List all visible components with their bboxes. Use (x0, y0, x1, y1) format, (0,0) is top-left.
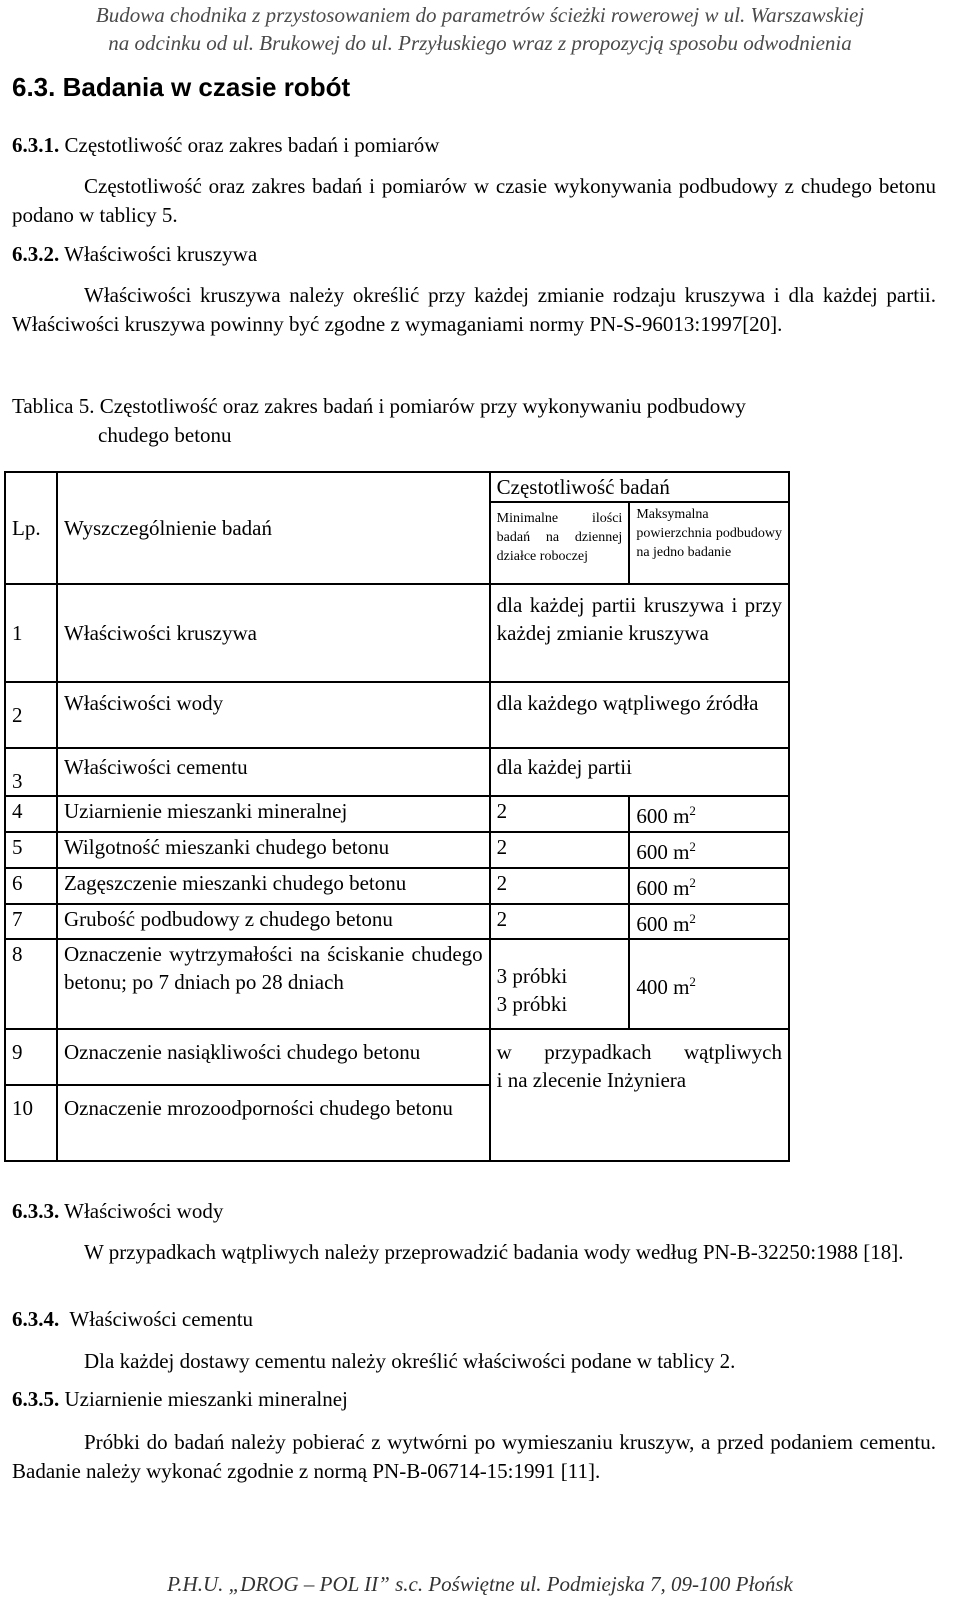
row-lp: 4 (5, 796, 57, 832)
paragraph-635: Próbki do badań należy pobierać z wytwórni po wymieszaniu kruszyw, a przed podaniem cementu. Badanie należy wykonać zgodnie z normą PN-B-06714-15:1991 [11]. (12, 1430, 936, 1483)
area-exponent: 2 (689, 875, 696, 890)
table-caption-line2: chudego betonu (98, 423, 232, 447)
row-lp: 6 (5, 868, 57, 904)
area-exponent: 2 (689, 911, 696, 926)
row-lp: 8 (5, 939, 57, 1029)
header-frequency: Częstotliwość badań (490, 472, 789, 502)
table-row (5, 832, 789, 868)
running-header-line1: Budowa chodnika z przystosowaniem do parametrów ścieżki rowerowej w ul. Warszawskiej (95, 3, 865, 27)
area-value: 600 m (636, 876, 690, 900)
paragraph-632: Właściwości kruszywa należy określić przy każdej zmianie rodzaju kruszywa i dla każdej partii. Właściwości kruszywa powinny być zgodne z wymaganiami normy PN-S-96013:1997[20]. (12, 283, 936, 336)
area-exponent: 2 (689, 973, 696, 989)
row-lp: 9 (5, 1029, 57, 1085)
row-description: Zagęszczenie mieszanki chudego betonu (57, 868, 490, 904)
area-exponent: 2 (689, 803, 696, 818)
table-row (5, 939, 789, 1029)
row-lp: 5 (5, 832, 57, 868)
row-lp: 2 (5, 682, 57, 748)
min-tests-7d: 3 próbki (496, 964, 568, 988)
header-min-tests: Minimalne ilości badań na dziennej działce roboczej (490, 502, 630, 584)
row-description: Właściwości kruszywa (57, 584, 490, 682)
frequency-line2: i na zlecenie Inżyniera (496, 1068, 687, 1092)
row-description: Oznaczenie wytrzymałości na ściskanie chudego betonu; po 7 dniach po 28 dniach (57, 939, 490, 1029)
header-max-area: Maksymalna powierzchnia podbudowy na jedno badanie (629, 502, 789, 584)
row-max-area (629, 868, 789, 904)
table-row (5, 584, 789, 682)
running-header-line2: na odcinku od ul. Brukowej do ul. Przyłuskiego wraz z propozycją sposobu odwodnienia (108, 31, 852, 55)
subsection-number: 6.3.3. (12, 1199, 60, 1223)
subsection-heading-632 (12, 242, 257, 267)
row-frequency: dla każdej partii kruszywa i przy każdej zmianie kruszywa (490, 584, 789, 682)
row-description: Wilgotność mieszanki chudego betonu (57, 832, 490, 868)
subsection-heading-633 (12, 1199, 223, 1224)
paragraph-634: Dla każdej dostawy cementu należy określić właściwości podane w tablicy 2. (84, 1349, 736, 1373)
page-footer: P.H.U. „DROG – POL II” s.c. Poświętne ul. Podmiejska 7, 09-100 Płońsk (167, 1572, 793, 1596)
table-caption-line1: Tablica 5. Częstotliwość oraz zakres badań i pomiarów przy wykonywaniu podbudowy (12, 394, 746, 418)
row-description: Właściwości cementu (57, 748, 490, 796)
area-value: 600 m (636, 840, 690, 864)
row-lp: 3 (5, 748, 57, 796)
table-row (5, 1029, 789, 1085)
area-value: 400 m (636, 974, 690, 999)
subsection-title: Właściwości wody (59, 1199, 224, 1223)
subsection-number: 6.3.2. (12, 242, 60, 266)
header-description: Wyszczególnienie badań (57, 472, 490, 584)
row-max-area (629, 796, 789, 832)
row-max-area (629, 832, 789, 868)
subsection-heading-634 (12, 1307, 253, 1332)
row-frequency-merged (490, 1029, 789, 1161)
subsection-title: Uziarnienie mieszanki mineralnej (59, 1387, 348, 1411)
row-lp: 1 (5, 584, 57, 682)
section-title: 6.3. Badania w czasie robót (12, 72, 351, 102)
subsection-title: Częstotliwość oraz zakres badań i pomiarów (59, 133, 440, 157)
row-description: Grubość podbudowy z chudego betonu (57, 904, 490, 939)
row-lp: 10 (5, 1085, 57, 1161)
row-description: Oznaczenie nasiąkliwości chudego betonu (57, 1029, 490, 1085)
table-row (5, 682, 789, 748)
subsection-title: Właściwości cementu (59, 1307, 254, 1331)
row-min-tests (490, 939, 630, 1029)
subsection-number: 6.3.5. (12, 1387, 60, 1411)
paragraph-633: W przypadkach wątpliwych należy przeprowadzić badania wody według PN-B-32250:1988 [18]. (84, 1240, 904, 1264)
subsection-heading-635 (12, 1387, 348, 1412)
frequency-line1: w przypadkach wątpliwych (496, 1040, 782, 1064)
table-row (5, 904, 789, 939)
subsection-heading-631 (12, 133, 439, 158)
subsection-number: 6.3.4. (12, 1307, 60, 1331)
table-row (5, 868, 789, 904)
table-row (5, 748, 789, 796)
row-max-area (629, 904, 789, 939)
frequency-table (4, 471, 790, 1162)
row-description: Właściwości wody (57, 682, 490, 748)
min-tests-28d: 3 próbki (496, 992, 568, 1016)
row-description: Uziarnienie mieszanki mineralnej (57, 796, 490, 832)
table-row (5, 796, 789, 832)
row-lp: 7 (5, 904, 57, 939)
subsection-title: Właściwości kruszywa (59, 242, 258, 266)
row-frequency: dla każdego wątpliwego źródła (490, 682, 789, 748)
row-min-tests: 2 (490, 796, 630, 832)
row-max-area (629, 939, 789, 1029)
area-value: 600 m (636, 804, 690, 828)
row-description: Oznaczenie mrozoodporności chudego betonu (57, 1085, 490, 1161)
row-min-tests: 2 (490, 868, 630, 904)
header-lp: Lp. (5, 472, 57, 584)
area-exponent: 2 (689, 839, 696, 854)
paragraph-631: Częstotliwość oraz zakres badań i pomiarów w czasie wykonywania podbudowy z chudego betonu podano w tablicy 5. (12, 174, 936, 227)
area-value: 600 m (636, 912, 690, 936)
subsection-number: 6.3.1. (12, 133, 60, 157)
row-min-tests: 2 (490, 904, 630, 939)
row-frequency: dla każdej partii (490, 748, 789, 796)
row-min-tests: 2 (490, 832, 630, 868)
table-header-row (5, 472, 789, 502)
